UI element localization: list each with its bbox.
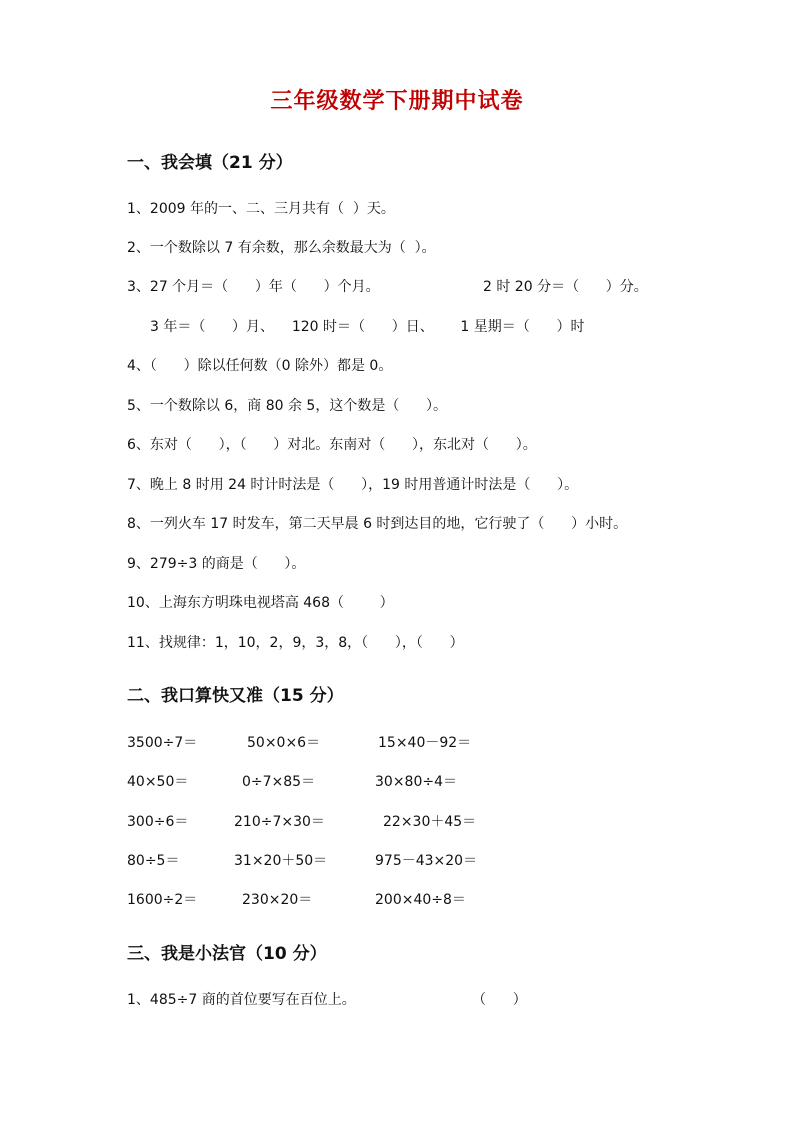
question-7: 7、晚上 8 时用 24 时计时法是（ ），19 时用普通计时法是（ ）。 (127, 477, 579, 493)
judge-question-1: 1、485÷7 商的首位要写在百位上。 (127, 992, 356, 1008)
calc-item: 40×50＝ (127, 774, 189, 790)
calc-item: 0÷7×85＝ (242, 774, 316, 790)
question-8: 8、一列火车 17 时发车，第二天早晨 6 时到达目的地，它行驶了（ ）小时。 (127, 516, 628, 532)
calc-item: 31×20＋50＝ (234, 853, 328, 869)
question-4: 4、（ ）除以任何数（0 除外）都是 0。 (127, 358, 393, 374)
calc-item: 300÷6＝ (127, 814, 189, 830)
judge-answer-blank: （ ） (472, 992, 527, 1008)
calc-item: 80÷5＝ (127, 853, 180, 869)
calc-item: 230×20＝ (242, 892, 313, 908)
calc-item: 22×30＋45＝ (383, 814, 477, 830)
section-heading-judge: 三、我是小法官（10 分） (127, 944, 327, 964)
calc-item: 1600÷2＝ (127, 892, 198, 908)
calc-item: 3500÷7＝ (127, 735, 198, 751)
question-6: 6、东对（ ），（ ）对北。东南对（ ），东北对（ ）。 (127, 437, 537, 453)
page-title: 三年级数学下册期中试卷 (270, 88, 524, 114)
calc-item: 975－43×20＝ (375, 853, 478, 869)
question-2: 2、一个数除以 7 有余数，那么余数最大为（ ）。 (127, 240, 436, 256)
calc-item: 15×40－92＝ (378, 735, 472, 751)
calc-item: 200×40÷8＝ (375, 892, 466, 908)
question-10: 10、上海东方明珠电视塔高 468（ ） (127, 595, 394, 611)
question-5: 5、一个数除以 6，商 80 余 5，这个数是（ ）。 (127, 398, 448, 414)
question-1: 1、2009 年的一、二、三月共有（ ）天。 (127, 201, 395, 217)
question-3a: 3、27 个月＝（ ）年（ ）个月。 (127, 279, 380, 295)
question-3b: 2 时 20 分＝（ ）分。 (483, 279, 648, 295)
calc-item: 50×0×6＝ (247, 735, 321, 751)
section-heading-mental-math: 二、我口算快又准（15 分） (127, 686, 344, 706)
question-3c: 3 年＝（ ）月、 120 时＝（ ）日、 1 星期＝（ ）时 (150, 319, 585, 335)
question-11: 11、找规律：1，10，2，9，3，8，（ ），（ ） (127, 635, 464, 651)
calc-item: 30×80÷4＝ (375, 774, 457, 790)
section-heading-fill: 一、我会填（21 分） (127, 153, 293, 173)
question-9: 9、279÷3 的商是（ ）。 (127, 556, 306, 572)
calc-item: 210÷7×30＝ (234, 814, 325, 830)
